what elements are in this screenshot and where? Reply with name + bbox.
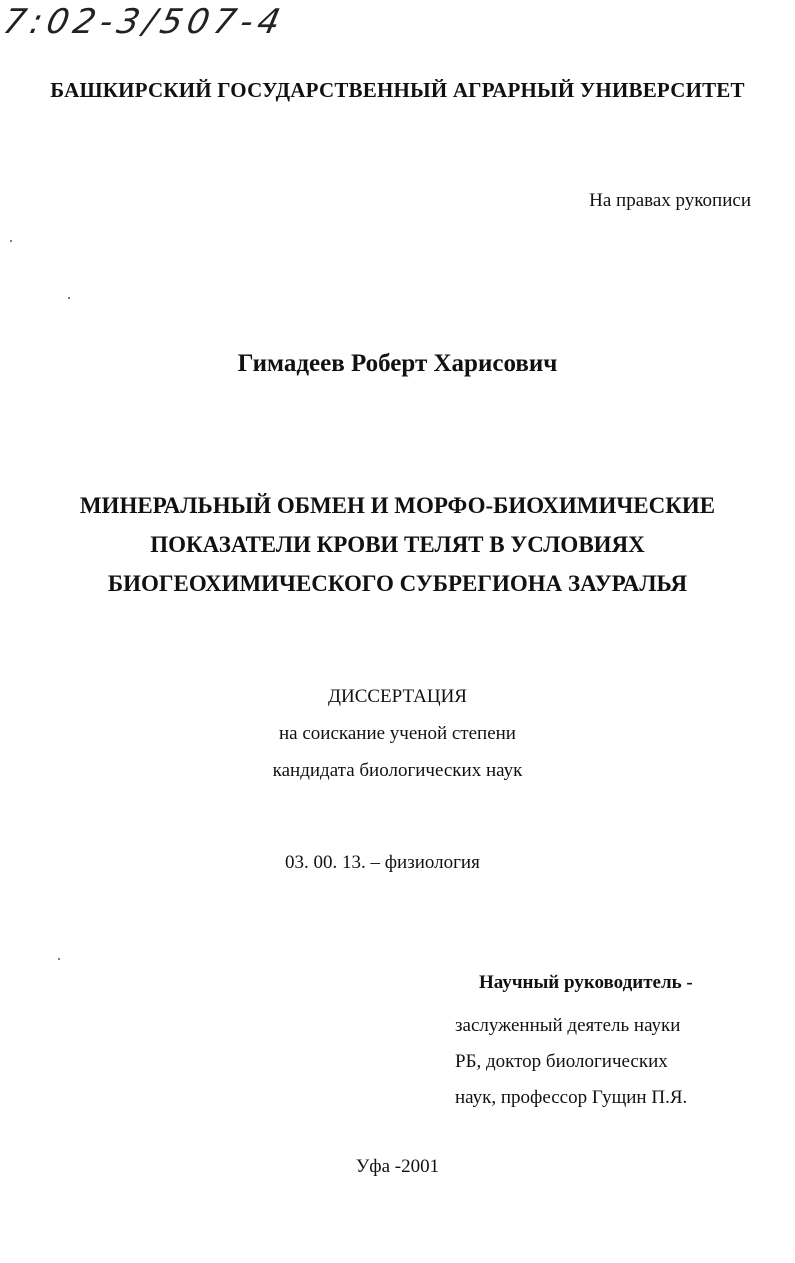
dissertation-title [0, 486, 795, 603]
advisor-line: наук, профессор Гущин П.Я. [455, 1087, 688, 1108]
dissertation-heading: ДИССЕРТАЦИЯ [328, 686, 467, 707]
city-year: Уфа -2001 [355, 1156, 440, 1177]
advisor-line: заслуженный деятель науки [455, 1015, 681, 1036]
title-line: БИОГЕОХИМИЧЕСКОГО СУБРЕГИОНА ЗАУРАЛЬЯ [107, 571, 688, 596]
author-name: Гимадеев Роберт Харисович [237, 350, 558, 377]
dissertation-block [0, 678, 795, 789]
scan-speck [58, 958, 60, 960]
title-line: МИНЕРАЛЬНЫЙ ОБМЕН И МОРФО-БИОХИМИЧЕСКИЕ [79, 493, 716, 518]
advisor-heading: Научный руководитель - [479, 972, 693, 993]
advisor-line: РБ, доктор биологических [455, 1051, 668, 1072]
title-line: ПОКАЗАТЕЛИ КРОВИ ТЕЛЯТ В УСЛОВИЯХ [150, 532, 645, 557]
scan-speck [10, 240, 12, 242]
scan-speck [68, 297, 70, 299]
university-name: БАШКИРСКИЙ ГОСУДАРСТВЕННЫЙ АГРАРНЫЙ УНИВЕРСИТЕТ [50, 78, 745, 102]
manuscript-note: На правах рукописи [589, 190, 751, 211]
degree-line: кандидата биологических наук [272, 760, 523, 781]
specialty-code: 03. 00. 13. – физиология [285, 852, 480, 873]
advisor-details [455, 1008, 687, 1116]
degree-line: на соискание ученой степени [279, 723, 516, 744]
handwritten-archive-mark: 7:02-3/507-4 [0, 2, 289, 42]
